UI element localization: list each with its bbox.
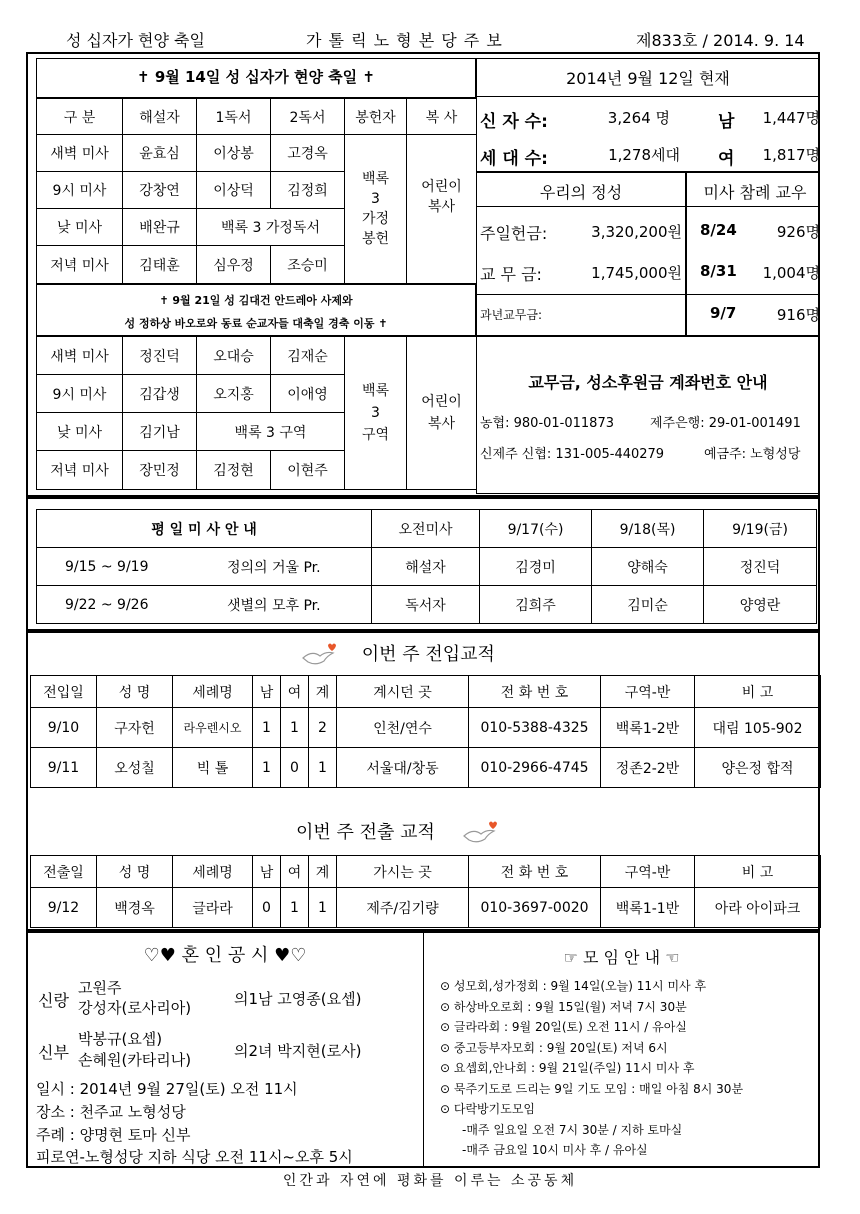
commentator: 배완규 xyxy=(123,209,197,246)
server-line: 어린이 xyxy=(421,179,462,195)
offerer-line: 가정 xyxy=(361,211,390,227)
col-head: 전 화 번 호 xyxy=(469,856,601,888)
reader-2: 이애영 xyxy=(271,375,345,413)
district: 백록1-2반 xyxy=(601,708,695,748)
moveout-title: 이번 주 전출 교적 xyxy=(296,822,435,843)
col-head: 비 고 xyxy=(695,676,821,708)
dove-icon xyxy=(461,820,497,846)
movein-heading xyxy=(300,640,495,668)
bullet-icon: ⊙ xyxy=(440,1040,454,1055)
wedding-priest: 주례 : 양명현 토마 신부 xyxy=(36,1126,191,1144)
server-line: 어린이 xyxy=(421,394,462,410)
dove-icon xyxy=(300,642,336,668)
groom-father: 고원주 xyxy=(78,979,122,997)
family-reading: 백록 3 가정독서 xyxy=(197,209,345,246)
col-head: 구역-반 xyxy=(601,856,695,888)
moveout-heading xyxy=(296,818,497,846)
female-label: 여 xyxy=(718,149,735,169)
mass-time: 새벽 미사 xyxy=(37,337,123,375)
bullet-icon: ⊙ xyxy=(440,1102,454,1116)
offerer-line: 3 xyxy=(371,405,380,421)
notice-line-1: ✝ 9월 21일 성 김대건 안드레아 사제와 xyxy=(159,294,353,307)
offerer-line: 구역 xyxy=(361,427,390,443)
reader-2: 고경옥 xyxy=(271,135,345,172)
groom-name: 의1남 고영종(요셉) xyxy=(234,990,362,1008)
divider xyxy=(476,206,820,207)
weekday-title: 평 일 미 사 안 내 xyxy=(37,510,372,548)
volunteer: 양해숙 xyxy=(592,548,704,586)
baptism-name: 글라라 xyxy=(173,888,253,928)
weekday-head: 오전미사 xyxy=(372,510,480,548)
col-head: 2독서 xyxy=(271,99,345,135)
weekday-head: 9/19(금) xyxy=(704,510,817,548)
issue-number: 제833호 / 2014. 9. 14 xyxy=(636,31,805,50)
reader-1: 오대승 xyxy=(197,337,271,375)
reader-1: 심우정 xyxy=(197,246,271,284)
offerer-line: 백록 xyxy=(361,171,390,187)
col-head: 성 명 xyxy=(97,676,173,708)
server-cell xyxy=(407,337,477,490)
reader-2: 김정희 xyxy=(271,172,345,209)
attendance-date: 9/7 xyxy=(710,304,737,322)
col-head: 전입일 xyxy=(31,676,97,708)
server-line: 복사 xyxy=(427,199,456,215)
believers-label: 신 자 수: xyxy=(480,112,548,132)
baptism-name: 라우렌시오 xyxy=(173,708,253,748)
date: 9/11 xyxy=(31,748,97,788)
due-value: 1,745,000원 xyxy=(591,264,682,282)
stats-title: 2014년 9월 12일 현재 xyxy=(566,69,730,88)
attendance-count: 1,004명 xyxy=(762,264,820,282)
attendance-title: 미사 참례 교우 xyxy=(703,183,807,202)
marriage-title: ♡♥ 혼 인 공 시 ♥♡ xyxy=(143,945,307,966)
notice-line-2: 성 정하상 바오로와 동료 순교자들 대축일 경축 이동 ✝ xyxy=(124,317,388,330)
origin: 인천/연수 xyxy=(337,708,469,748)
male-count: 0 xyxy=(253,888,281,928)
wedding-place: 장소 : 천주교 노형성당 xyxy=(36,1103,186,1121)
baptism-name: 빅 톨 xyxy=(173,748,253,788)
divider xyxy=(476,294,820,295)
sunday-value: 3,320,200원 xyxy=(591,223,682,241)
weekday-head: 9/17(수) xyxy=(480,510,592,548)
commentator: 김기남 xyxy=(123,413,197,451)
meeting-item: ⊙ 성모회,성가정회 : 9월 14일(오늘) 11시 미사 후 xyxy=(440,979,707,993)
phone: 010-3697-0020 xyxy=(469,888,601,928)
origin: 서울대/창동 xyxy=(337,748,469,788)
mass-time: 저녁 미사 xyxy=(37,246,123,284)
district-reading: 백록 3 구역 xyxy=(197,413,345,451)
col-head: 전출일 xyxy=(31,856,97,888)
col-head: 남 xyxy=(253,856,281,888)
server-cell xyxy=(407,135,477,284)
mass-time: 낮 미사 xyxy=(37,209,123,246)
col-head: 복 사 xyxy=(407,99,477,135)
meeting-subitem: -매주 일요일 오전 7시 30분 / 지하 토마실 xyxy=(462,1122,683,1137)
footer-motto: 인간과 자연에 평화를 이루는 소공동체 xyxy=(282,1173,578,1189)
wedding-date: 일시 : 2014년 9월 27일(토) 오전 11시 xyxy=(36,1080,298,1098)
moveout-table xyxy=(30,855,821,928)
offerer-line: 백록 xyxy=(361,383,390,399)
col-head: 계 xyxy=(309,856,337,888)
offerer-cell xyxy=(345,337,407,490)
offerer-line: 봉헌 xyxy=(361,231,390,247)
commentator: 김갑생 xyxy=(123,375,197,413)
col-head: 봉헌자 xyxy=(345,99,407,135)
meeting-item: ⊙ 글라라회 : 9월 20일(토) 오전 11시 / 유아실 xyxy=(440,1020,687,1034)
male-label: 남 xyxy=(718,112,735,132)
commentator: 김태훈 xyxy=(123,246,197,284)
groom-mother: 강성자(로사리아) xyxy=(78,999,192,1017)
account-title: 교무금, 성소후원금 계좌번호 안내 xyxy=(528,373,768,392)
bullet-icon: ⊙ xyxy=(440,979,454,993)
volunteer: 정진덕 xyxy=(704,548,817,586)
believers-value: 3,264 명 xyxy=(607,109,670,127)
meetings-title: ☞ 모 임 안 내 ☜ xyxy=(563,948,680,967)
households-value: 1,278세대 xyxy=(608,146,680,164)
meeting-item: ⊙ 다락방기도모임 xyxy=(440,1102,536,1116)
week-range: 9/22 ~ 9/26 xyxy=(37,586,177,624)
role: 해설자 xyxy=(372,548,480,586)
mass-time: 9시 미사 xyxy=(37,172,123,209)
col-head: 계 xyxy=(309,676,337,708)
commentator: 정진덕 xyxy=(123,337,197,375)
praesidium: 샛별의 모후 Pr. xyxy=(177,586,372,624)
col-head: 비 고 xyxy=(695,856,821,888)
divider xyxy=(476,96,820,97)
male-count: 1 xyxy=(253,708,281,748)
bullet-icon: ⊙ xyxy=(440,1020,454,1034)
account-holder: 예금주: 노형성당 xyxy=(704,447,801,462)
duty-table-2 xyxy=(36,336,477,490)
reader-1: 김정현 xyxy=(197,451,271,490)
destination: 제주/김기량 xyxy=(337,888,469,928)
bride-mother: 손혜원(카타리나) xyxy=(78,1051,192,1069)
attendance-count: 916명 xyxy=(776,306,820,324)
phone: 010-2966-4745 xyxy=(469,748,601,788)
col-head: 여 xyxy=(281,676,309,708)
mass-time: 낮 미사 xyxy=(37,413,123,451)
reader-2: 김재순 xyxy=(271,337,345,375)
phone: 010-5388-4325 xyxy=(469,708,601,748)
col-head: 1독서 xyxy=(197,99,271,135)
col-head: 가시는 곳 xyxy=(337,856,469,888)
female-value: 1,817명 xyxy=(762,146,820,164)
bride-name: 의2녀 박지현(로사) xyxy=(234,1042,362,1060)
district: 정존2-2반 xyxy=(601,748,695,788)
meeting-item: ⊙ 요셉회,안나회 : 9월 21일(주일) 11시 미사 후 xyxy=(440,1061,695,1075)
total-count: 1 xyxy=(309,888,337,928)
groom-label: 신랑 xyxy=(38,991,69,1010)
mass-time: 새벽 미사 xyxy=(37,135,123,172)
male-count: 1 xyxy=(253,748,281,788)
col-head: 구역-반 xyxy=(601,676,695,708)
col-head: 계시던 곳 xyxy=(337,676,469,708)
sunday-label: 주일헌금: xyxy=(480,224,548,243)
offerer-line: 3 xyxy=(371,191,380,207)
due-label: 교 무 금: xyxy=(480,265,542,284)
mass-time: 9시 미사 xyxy=(37,375,123,413)
bullet-icon: ⊙ xyxy=(440,999,454,1014)
male-value: 1,447명 xyxy=(762,109,820,127)
mass-time: 저녁 미사 xyxy=(37,451,123,490)
weekday-table xyxy=(36,509,817,624)
meeting-item: ⊙ 중고등부자모회 : 9월 20일(토) 저녁 6시 xyxy=(440,1040,668,1055)
households-label: 세 대 수: xyxy=(480,149,548,169)
col-head: 전 화 번 호 xyxy=(469,676,601,708)
attendance-count: 926명 xyxy=(776,223,820,241)
attendance-date: 8/24 xyxy=(700,221,737,239)
attendance-date: 8/31 xyxy=(700,262,737,280)
name: 오성칠 xyxy=(97,748,173,788)
duty-title: ✝ 9월 14일 성 십자가 현양 축일 ✝ xyxy=(137,68,375,86)
account-nh: 농협: 980-01-011873 xyxy=(480,416,614,431)
meeting-subitem: -매주 금요일 10시 미사 후 / 유아실 xyxy=(462,1143,648,1157)
col-head: 남 xyxy=(253,676,281,708)
movein-table xyxy=(30,675,821,788)
district: 백록1-1반 xyxy=(601,888,695,928)
duty-table xyxy=(36,98,477,284)
week-range: 9/15 ~ 9/19 xyxy=(37,548,177,586)
total-count: 2 xyxy=(309,708,337,748)
offerer-cell xyxy=(345,135,407,284)
remarks: 아라 아이파크 xyxy=(695,888,821,928)
col-head: 성 명 xyxy=(97,856,173,888)
female-count: 1 xyxy=(281,708,309,748)
meeting-item: ⊙ 묵주기도로 드리는 9일 기도 모임 : 매일 아침 8시 30분 xyxy=(440,1081,744,1096)
bride-father: 박봉규(요셉) xyxy=(78,1030,163,1048)
col-head: 구 분 xyxy=(37,99,123,135)
remarks: 양은정 합적 xyxy=(695,748,821,788)
date: 9/10 xyxy=(31,708,97,748)
col-head: 해설자 xyxy=(123,99,197,135)
server-line: 복사 xyxy=(427,416,456,432)
volunteer: 김미순 xyxy=(592,586,704,624)
volunteer: 양영란 xyxy=(704,586,817,624)
commentator: 강창연 xyxy=(123,172,197,209)
bullet-icon: ⊙ xyxy=(440,1081,454,1096)
weekday-head: 9/18(목) xyxy=(592,510,704,548)
praesidium: 정의의 거울 Pr. xyxy=(177,548,372,586)
feast-title: 성 십자가 현양 축일 xyxy=(66,31,205,50)
meeting-item: ⊙ 하상바오로회 : 9월 15일(월) 저녁 7시 30분 xyxy=(440,999,687,1014)
account-jeju: 제주은행: 29-01-001491 xyxy=(650,416,801,431)
volunteer: 김경미 xyxy=(480,548,592,586)
bulletin-title: 가 톨 릭 노 형 본 당 주 보 xyxy=(306,31,503,50)
wedding-banquet: 피로연-노형성당 지하 식당 오전 11시~오후 5시 xyxy=(36,1148,353,1166)
reader-2: 조승미 xyxy=(271,246,345,284)
past-due-label: 과년교무금: xyxy=(480,308,543,322)
volunteer: 김희주 xyxy=(480,586,592,624)
commentator: 윤효심 xyxy=(123,135,197,172)
commentator: 장민정 xyxy=(123,451,197,490)
col-head: 여 xyxy=(281,856,309,888)
offering-title: 우리의 정성 xyxy=(539,183,623,202)
col-head: 세례명 xyxy=(173,676,253,708)
date: 9/12 xyxy=(31,888,97,928)
reader-1: 오지홍 xyxy=(197,375,271,413)
movein-title: 이번 주 전입교적 xyxy=(361,644,495,665)
role: 독서자 xyxy=(372,586,480,624)
reader-1: 이상덕 xyxy=(197,172,271,209)
total-count: 1 xyxy=(309,748,337,788)
reader-2: 이현주 xyxy=(271,451,345,490)
female-count: 0 xyxy=(281,748,309,788)
bride-label: 신부 xyxy=(38,1043,69,1062)
remarks: 대림 105-902 xyxy=(695,708,821,748)
name: 백경옥 xyxy=(97,888,173,928)
female-count: 1 xyxy=(281,888,309,928)
col-head: 세례명 xyxy=(173,856,253,888)
bullet-icon: ⊙ xyxy=(440,1061,454,1075)
reader-1: 이상봉 xyxy=(197,135,271,172)
account-shinhyup: 신제주 신협: 131-005-440279 xyxy=(480,447,665,462)
name: 구자헌 xyxy=(97,708,173,748)
meetings-list xyxy=(440,976,816,1161)
